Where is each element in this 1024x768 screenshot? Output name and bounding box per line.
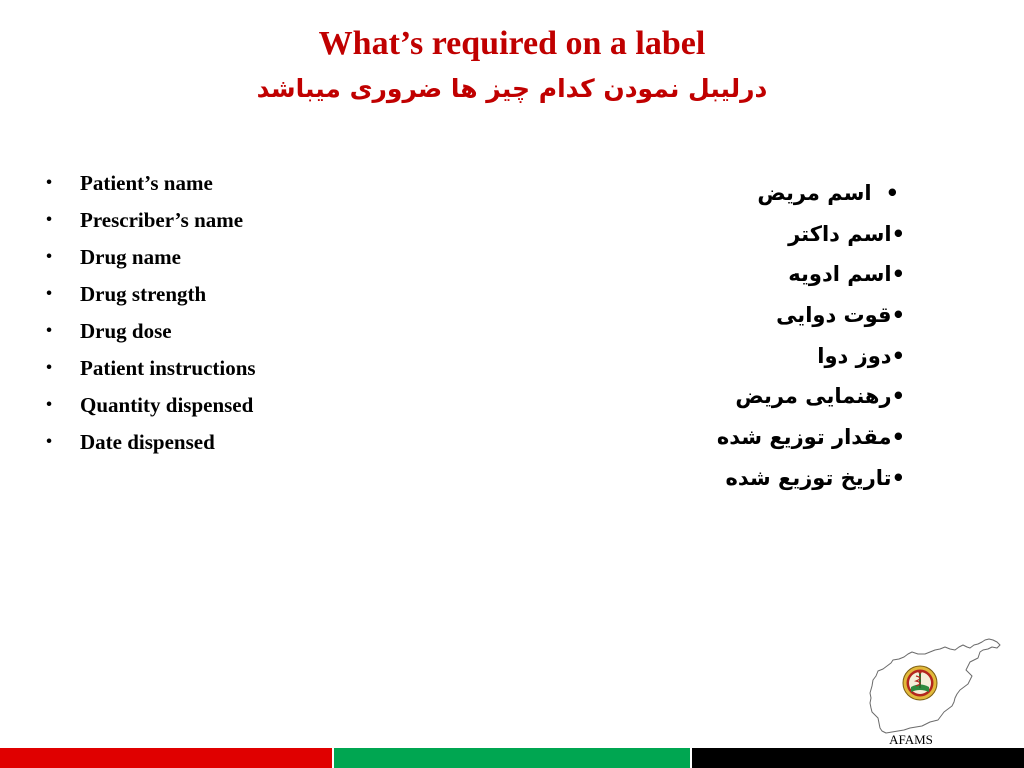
list-item-label: Drug dose	[80, 319, 172, 343]
slide-title: What’s required on a label	[318, 25, 706, 62]
list-item-label: رهنمایی مریض	[735, 384, 892, 409]
afams-label: AFAMS	[889, 732, 933, 747]
english-requirements-list	[0, 170, 460, 466]
list-item-label: Patient’s name	[80, 171, 213, 195]
list-item	[0, 392, 460, 429]
list-item-label: مقدار توزیع شده	[716, 425, 892, 450]
list-item	[485, 300, 905, 341]
list-item	[0, 207, 460, 244]
list-item	[0, 355, 460, 392]
bullet-marker	[43, 392, 55, 418]
list-item	[485, 381, 905, 422]
list-item-label: Date dispensed	[80, 430, 215, 454]
list-item	[485, 219, 905, 260]
bullet-marker	[886, 178, 899, 208]
list-item-label: Quantity dispensed	[80, 393, 254, 417]
list-item	[485, 463, 905, 504]
bullet-marker	[43, 355, 55, 381]
slide-subtitle-dari: درلیبل نمودن کدام چیز ها ضروری میباشد	[256, 74, 768, 103]
flag-stripe-black	[692, 748, 1024, 768]
list-item	[0, 318, 460, 355]
list-item-label: تاریخ توزیع شده	[725, 465, 892, 490]
bullet-marker	[43, 318, 55, 344]
bullet-marker	[43, 244, 55, 270]
afams-logo	[866, 636, 1004, 736]
flag-stripe-red	[0, 748, 332, 768]
afghanistan-map-icon	[866, 636, 1004, 736]
list-item-label: Prescriber’s name	[80, 208, 244, 232]
list-item	[485, 341, 905, 382]
list-item-label: Patient instructions	[80, 356, 256, 380]
list-item	[485, 422, 905, 463]
list-item	[0, 281, 460, 318]
list-item-label: Drug strength	[80, 282, 207, 306]
flag-stripe-green	[334, 748, 690, 768]
afams-emblem-icon	[903, 666, 937, 700]
list-item	[485, 259, 905, 300]
bullet-marker	[892, 259, 905, 289]
bullet-marker	[892, 422, 905, 452]
bullet-marker	[892, 341, 905, 371]
bullet-marker	[43, 429, 55, 455]
list-item	[0, 170, 460, 207]
bullet-marker	[892, 219, 905, 249]
list-item-label: قوت دوایی	[776, 303, 892, 328]
bullet-marker	[43, 207, 55, 233]
dari-requirements-list	[485, 178, 905, 504]
list-item-label: اسم ادویه	[788, 262, 892, 287]
list-item-label: اسم داکتر	[788, 221, 892, 246]
bullet-marker	[43, 281, 55, 307]
list-item-label: Drug name	[80, 245, 181, 269]
list-item-label: اسم مریض	[757, 181, 872, 205]
bullet-marker	[892, 381, 905, 411]
list-item	[0, 244, 460, 281]
list-item-label: دوز دوا	[817, 343, 892, 368]
bullet-marker	[892, 463, 905, 493]
bullet-marker	[892, 300, 905, 330]
list-item	[0, 429, 460, 466]
bullet-marker	[43, 170, 55, 196]
list-item	[485, 178, 905, 219]
